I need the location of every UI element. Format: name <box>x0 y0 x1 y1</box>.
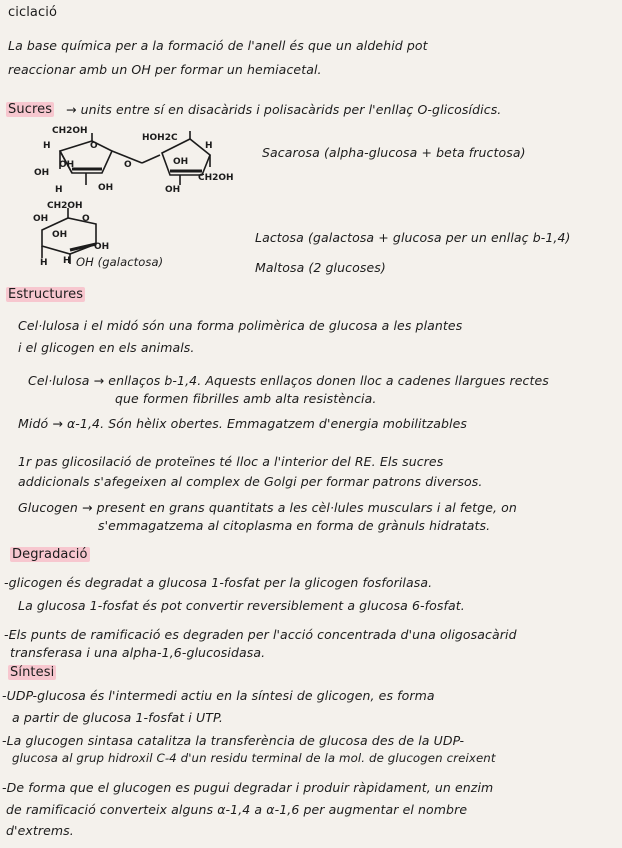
text-line: → units entre sí en disacàrids i polisacàrids per l'enllaç O-glicosídics. <box>66 102 502 117</box>
text-line: -La glucogen sintasa catalitza la transferència de glucosa des de la UDP- <box>2 733 465 748</box>
chem-label: OH <box>173 157 189 167</box>
text-line: -Els punts de ramificació es degraden per l'acció concentrada d'una oligosacàrid <box>4 627 517 642</box>
text-line: -De forma que el glucogen es pugui degradar i produir ràpidament, un enzim <box>2 780 494 795</box>
text-line: Glucogen → present en grans quantitats a les cèl·lules musculars i al fetge, on <box>18 500 517 515</box>
text-line: La base química per a la formació de l'anell és que un aldehid pot <box>8 38 428 53</box>
text-line: Midó → α-1,4. Són hèlix obertes. Emmagatzem d'energia mobilitzables <box>18 416 467 431</box>
text-line: de ramificació converteix alguns α-1,4 a α-1,6 per augmentar el nombre <box>6 802 468 817</box>
chem-label: CH2OH <box>52 126 88 136</box>
text-line: 1r pas glicosilació de proteïnes té lloc a l'interior del RE. Els sucres <box>18 454 444 469</box>
text-line: La glucosa 1-fosfat és pot convertir reversiblement a glucosa 6-fosfat. <box>18 598 465 613</box>
text-line: a partir de glucosa 1-fosfat i UTP. <box>12 710 223 725</box>
section-heading-sintesi <box>8 665 56 680</box>
chem-label: OH <box>52 230 68 240</box>
chem-label: CH2OH <box>47 201 83 211</box>
chem-label: O <box>124 160 132 170</box>
chem-label: OH <box>165 185 181 195</box>
heading-highlight: Degradació <box>12 547 88 562</box>
chem-label: H <box>43 141 51 151</box>
text-line: -UDP-glucosa és l'intermedi actiu en la síntesi de glicogen, es forma <box>2 688 435 703</box>
text-line: que formen fibrilles amb alta resistència. <box>115 391 377 406</box>
heading-highlight: Síntesi <box>10 665 55 680</box>
text-line: glucosa al grup hidroxil C-4 d'un residu terminal de la mol. de glucogen creixent <box>12 751 496 765</box>
heading-highlight: Estructures <box>8 287 84 302</box>
sugar-lactosa: Lactosa (galactosa + glucosa per un enllaç b-1,4) <box>255 230 571 245</box>
chem-label: H <box>40 258 48 268</box>
chem-label: CH2OH <box>198 173 234 183</box>
chem-label: O <box>82 214 90 224</box>
chem-label: OH <box>94 242 110 252</box>
sugar-maltosa: Maltosa (2 glucoses) <box>255 260 386 275</box>
chem-label: H <box>55 185 63 195</box>
text-line: i el glicogen en els animals. <box>18 340 195 355</box>
chem-label: OH <box>98 183 114 193</box>
section-heading-degradacio <box>10 547 90 562</box>
chem-label: H <box>205 141 213 151</box>
text-line: Cel·lulosa → enllaços b-1,4. Aquests enllaços donen lloc a cadenes llargues rectes <box>28 373 549 388</box>
chem-label: OH <box>59 160 75 170</box>
text-line: transferasa i una alpha-1,6-glucosidasa. <box>10 645 266 660</box>
chem-label: OH <box>34 168 50 178</box>
section-heading-sucres <box>6 102 54 117</box>
sugar-sacarosa: Sacarosa (alpha-glucosa + beta fructosa) <box>262 145 526 160</box>
text-line: addicionals s'afegeixen al complex de Golgi per formar patrons diversos. <box>18 474 483 489</box>
text-line: Cel·lulosa i el midó són una forma polimèrica de glucosa a les plantes <box>18 318 463 333</box>
text-line: -glicogen és degradat a glucosa 1-fosfat per la glicogen fosforilasa. <box>4 575 433 590</box>
chem-label: OH <box>33 214 49 224</box>
section-heading-estructures <box>6 287 85 302</box>
chem-label: H <box>63 256 71 266</box>
text-line: d'extrems. <box>6 823 74 838</box>
heading-highlight: Sucres <box>8 102 53 117</box>
galactosa-label: OH (galactosa) <box>76 255 164 269</box>
chem-label: HOH2C <box>142 133 178 143</box>
text-line: reaccionar amb un OH per formar un hemiacetal. <box>8 62 322 77</box>
section-title-ciclacio: ciclació <box>8 5 57 20</box>
text-line: s'emmagatzema al citoplasma en forma de grànuls hidratats. <box>98 518 491 533</box>
chem-label: O <box>90 141 98 151</box>
